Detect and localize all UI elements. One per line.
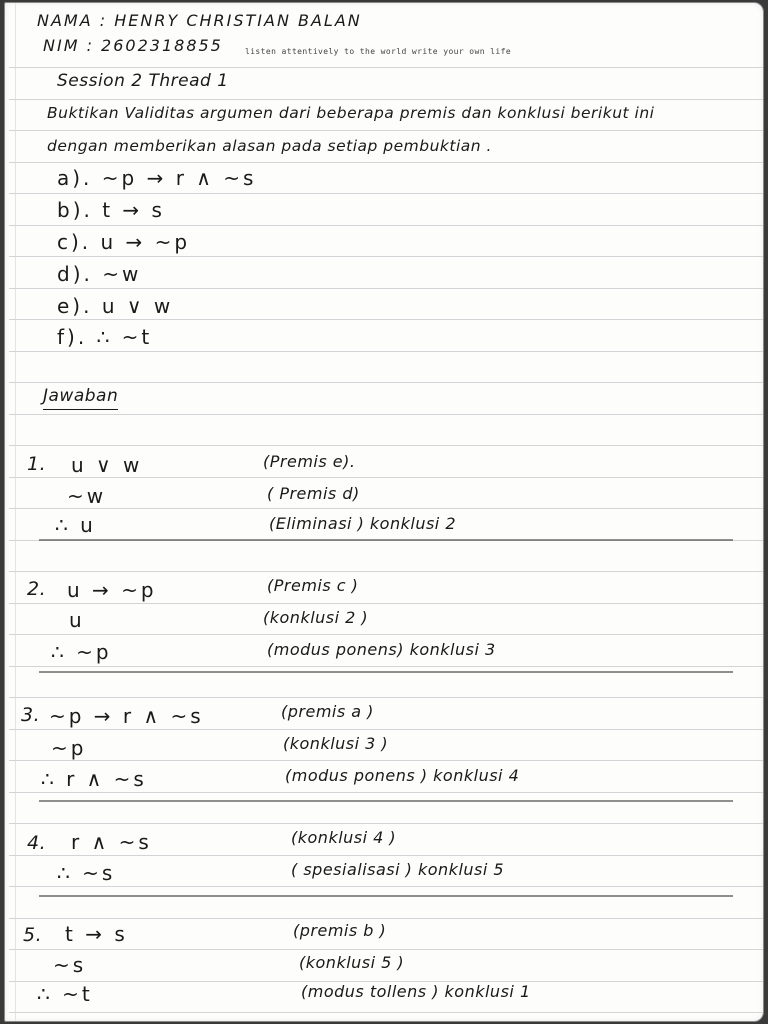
premise-e: e). u ∨ w [57,294,174,318]
step-2-line-2-expr: u [69,608,85,632]
ruled-line [9,792,763,793]
step-3-line-3-reason: (modus ponens ) konklusi 4 [285,766,520,785]
ruled-line [9,666,763,667]
ruled-line [9,445,763,446]
ruled-line [9,634,763,635]
ruled-line [9,256,763,257]
step-2-line-1-expr: u → ~p [67,578,157,602]
step-1-number: 1. [27,453,47,475]
ruled-line [9,414,763,415]
ruled-line [9,162,763,163]
ruled-line [9,67,763,68]
step-3-number: 3. [21,704,41,726]
ruled-line [9,918,763,919]
premise-a: a). ~p → r ∧ ~s [57,166,257,190]
premise-c: c). u → ~p [57,230,191,254]
ruled-line [9,319,763,320]
step-5-line-1-expr: t → s [65,922,128,946]
premise-b: b). t → s [57,198,165,222]
step-3-line-2-expr: ~p [51,736,87,760]
step-2-separator [39,671,733,673]
ruled-line [9,382,763,383]
step-5-number: 5. [23,924,43,946]
ruled-line [9,697,763,698]
step-2-number: 2. [27,578,47,600]
premise-d: d). ~w [57,262,142,286]
ruled-line [9,193,763,194]
step-2-line-1-reason: (Premis c ) [267,576,359,595]
ruled-line [9,225,763,226]
instruction-line-1: Buktikan Validitas argumen dari beberapa premis dan konklusi berikut ini [47,104,655,122]
step-4-line-1-reason: (konklusi 4 ) [291,828,397,847]
ruled-line [9,855,763,856]
step-2-line-3-reason: (modus ponens) konklusi 3 [267,640,496,659]
step-1-line-1-expr: u ∨ w [71,453,143,477]
step-3-line-1-expr: ~p → r ∧ ~s [49,704,204,728]
ruled-line [9,1012,763,1013]
ruled-line [9,886,763,887]
ruled-line [9,823,763,824]
step-5-line-1-reason: (premis b ) [293,921,387,940]
ruled-line [9,288,763,289]
ruled-line [9,729,763,730]
page-margin [15,3,16,1021]
step-1-line-2-reason: ( Premis d) [267,484,360,503]
step-4-line-2-reason: ( spesialisasi ) konklusi 5 [291,860,505,879]
student-name: NAMA : HENRY CHRISTIAN BALAN [37,11,362,30]
ruled-line [9,130,763,131]
step-1-line-1-reason: (Premis e). [263,452,356,471]
step-5-line-3-expr: ∴ ~t [37,982,93,1006]
ruled-line [9,351,763,352]
ruled-line [9,603,763,604]
step-4-line-2-expr: ∴ ~s [57,861,116,885]
step-1-line-3-expr: ∴ u [55,513,96,537]
step-1-line-3-reason: (Eliminasi ) konklusi 2 [269,514,457,533]
ruled-line [9,508,763,509]
step-2-line-3-expr: ∴ ~p [51,640,112,664]
session-label: Session 2 Thread 1 [57,71,229,91]
step-3-line-3-expr: ∴ r ∧ ~s [41,767,147,791]
conclusion-f: f). ∴ ~t [57,325,153,349]
ruled-line [9,477,763,478]
ruled-line [9,571,763,572]
step-4-line-1-expr: r ∧ ~s [71,830,152,854]
step-5-line-2-reason: (konklusi 5 ) [299,953,405,972]
instruction-line-2: dengan memberikan alasan pada setiap pembuktian . [47,137,492,155]
ruled-line [9,99,763,100]
notebook-motto: listen attentively to the world write your own life [245,47,512,56]
step-2-line-2-reason: (konklusi 2 ) [263,608,369,627]
step-5-line-3-reason: (modus tollens ) konklusi 1 [301,982,531,1001]
ruled-line [9,949,763,950]
ruled-line [9,760,763,761]
step-1-separator [39,539,733,541]
student-nim: NIM : 2602318855 [43,36,223,55]
step-3-separator [39,800,733,802]
step-3-line-2-reason: (konklusi 3 ) [283,734,389,753]
step-4-number: 4. [27,832,47,854]
step-5-line-2-expr: ~s [53,953,87,977]
step-3-line-1-reason: (premis a ) [281,702,374,721]
answer-title: Jawaban [43,386,118,410]
step-1-line-2-expr: ~w [67,484,107,508]
notebook-page [4,2,764,1022]
step-4-separator [39,895,733,897]
